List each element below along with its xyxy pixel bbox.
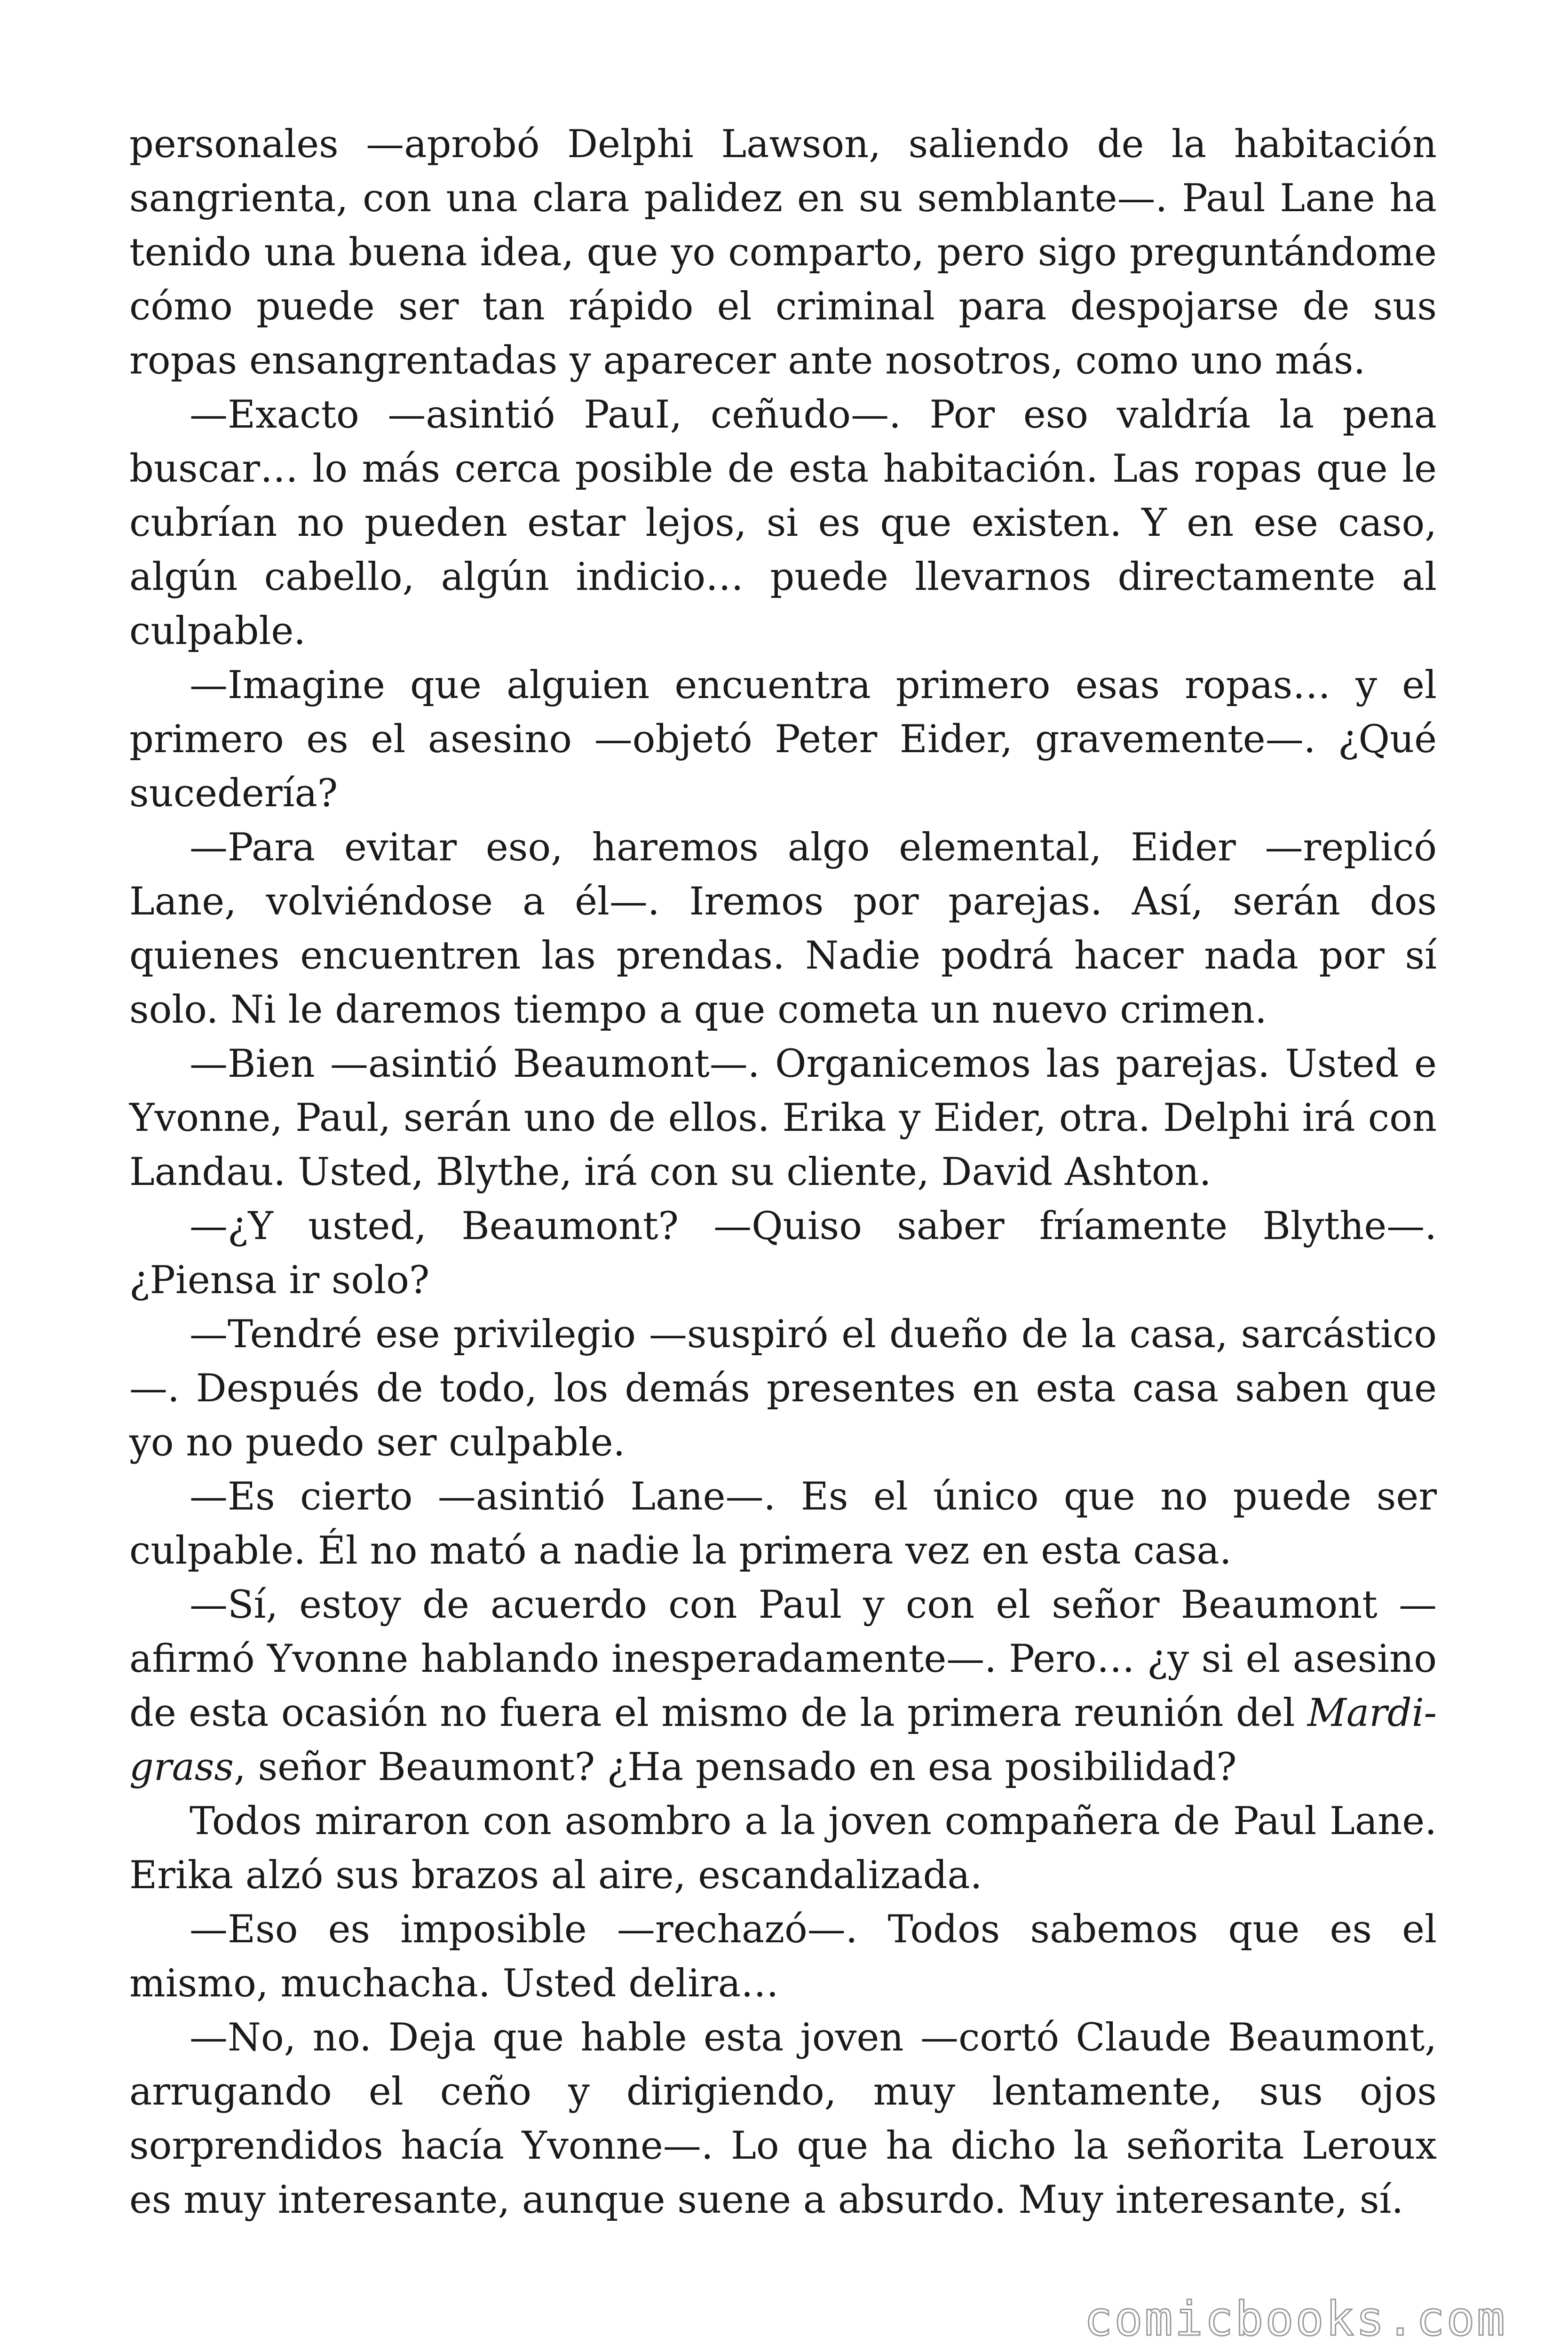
paragraph-5: —Bien —asintió Beaumont—. Organicemos las parejas. Usted e Yvonne, Paul, serán uno de ellos. Erika y Eider, otra. Delphi irá con Landau. Usted, Blythe, irá con su cliente, David Ashton. (129, 1042, 1437, 1194)
paragraph-8: —Es cierto —asintió Lane—. Es el único que no puede ser culpable. Él no mató a nadie la primera vez en esta casa. (129, 1475, 1437, 1573)
paragraph-6: —¿Y usted, Beaumont? —Quiso saber fríamente Blythe—. ¿Piensa ir solo? (129, 1204, 1437, 1303)
paragraph-9-before: —Sí, estoy de acuerdo con Paul y con el señor Beaumont —afirmó Yvonne hablando inesperadamente—. Pero… ¿y si el asesino de esta ocasión no fuera el mismo de la primera reunión del (129, 1583, 1437, 1735)
paragraph-10: Todos miraron con asombro a la joven compañera de Paul Lane. Erika alzó sus brazos al aire, escandalizada. (129, 1799, 1437, 1898)
paragraph-11: —Eso es imposible —rechazó—. Todos sabemos que es el mismo, muchacha. Usted delira… (129, 1907, 1437, 2006)
page-text (129, 118, 1437, 2227)
paragraph-2: —Exacto —asintió PauI, ceñudo—. Por eso valdría la pena buscar… lo más cerca posible de esta habitación. Las ropas que le cubrían no pueden estar lejos, si es que existen. Y en ese caso, algún cabello, algún indicio… puede llevarnos directamente al culpable. (129, 393, 1437, 653)
paragraph-3: —Imagine que alguien encuentra primero esas ropas… y el primero es el asesino —objetó Peter Eider, gravemente—. ¿Qué sucedería? (129, 663, 1437, 816)
paragraph-9-after: , señor Beaumont? ¿Ha pensado en esa posibilidad? (234, 1745, 1237, 1789)
paragraph-12: —No, no. Deja que hable esta joven —cortó Claude Beaumont, arrugando el ceño y dirigiendo, muy lentamente, sus ojos sorprendidos hacía Yvonne—. Lo que ha dicho la señorita Leroux es muy interesante, aunque suene a absurdo. Muy interesante, sí. (129, 2016, 1437, 2222)
paragraph-9-emphasis: Mardi-grass (129, 1691, 1437, 1789)
paragraph-1: personales —aprobó Delphi Lawson, saliendo de la habitación sangrienta, con una clara palidez en su semblante—. Paul Lane ha tenido una buena idea, que yo comparto, pero sigo preguntándome cómo puede ser tan rápido el criminal para despojarse de sus ropas ensangrentadas y aparecer ante nosotros, como uno más. (129, 122, 1437, 383)
paragraph-7: —Tendré ese privilegio —suspiró el dueño de la casa, sarcástico —. Después de todo, los demás presentes en esta casa saben que yo no puedo ser culpable. (129, 1312, 1437, 1465)
watermark-logo: comicbooks.com (1084, 2291, 1507, 2346)
paragraph-4: —Para evitar eso, haremos algo elemental, Eider —replicó Lane, volviéndose a él—. Iremos por parejas. Así, serán dos quienes encuentren las prendas. Nadie podrá hacer nada por sí solo. Ni le daremos tiempo a que cometa un nuevo crimen. (129, 826, 1437, 1032)
paragraph-9 (129, 1578, 1437, 1795)
